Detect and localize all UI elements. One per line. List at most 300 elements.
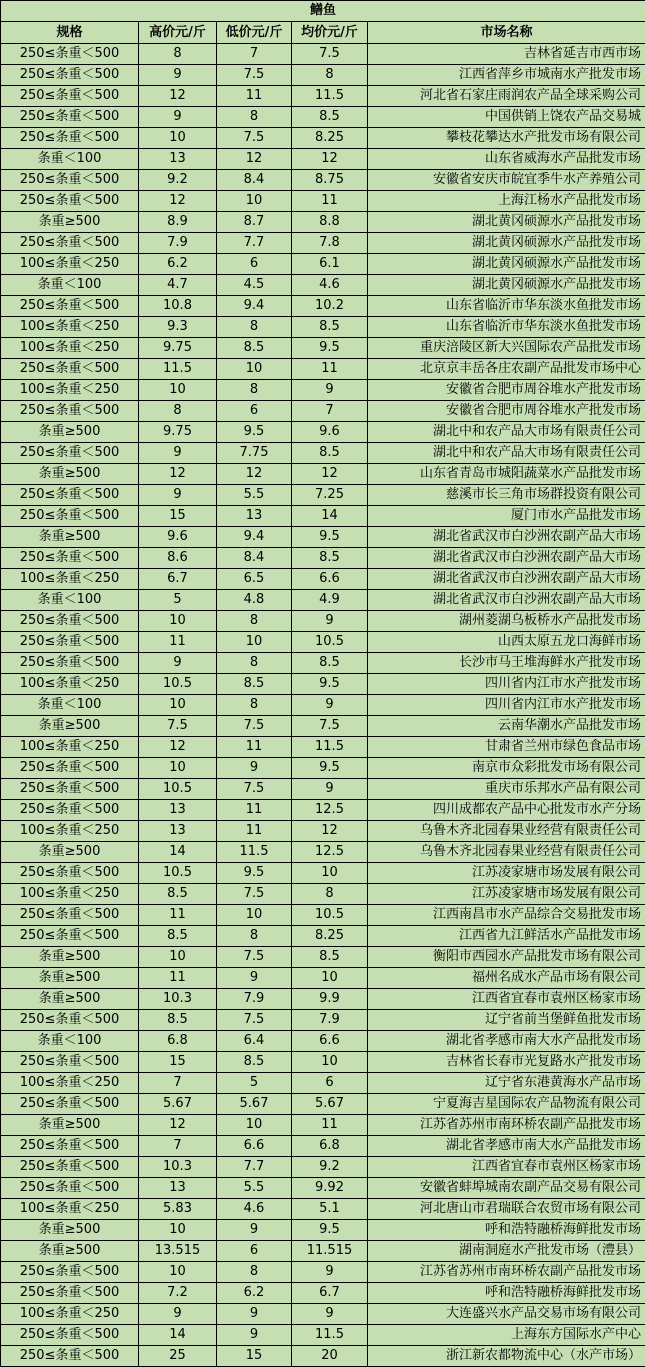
table-row <box>1 1199 645 1220</box>
table-row <box>1 1052 645 1073</box>
cell-low-price: 6.4 <box>217 1031 292 1052</box>
cell-avg-price: 11.515 <box>292 1241 368 1262</box>
cell-low-price: 7.5 <box>217 128 292 149</box>
table-row <box>1 506 645 527</box>
cell-high-price: 12 <box>139 1115 217 1136</box>
cell-market: 大连盛兴水产品交易市场有限公司 <box>368 1304 645 1325</box>
cell-low-price: 5 <box>217 1073 292 1094</box>
cell-low-price: 9.5 <box>217 863 292 884</box>
table-row <box>1 1283 645 1304</box>
cell-avg-price: 11 <box>292 359 368 380</box>
cell-market: 江西省九江鲜活水产品批发市场 <box>368 926 645 947</box>
cell-high-price: 15 <box>139 506 217 527</box>
cell-spec: 250≤条重＜500 <box>1 1136 139 1157</box>
table-row <box>1 170 645 191</box>
cell-market: 江苏凌家塘市场发展有限公司 <box>368 863 645 884</box>
cell-market: 山东省青岛市城阳蔬菜水产品批发市场 <box>368 464 645 485</box>
cell-market: 浙江新农都物流中心（水产市场） <box>368 1346 645 1367</box>
cell-avg-price: 9.5 <box>292 674 368 695</box>
cell-low-price: 8 <box>217 317 292 338</box>
cell-spec: 250≤条重＜500 <box>1 1178 139 1199</box>
cell-market: 重庆市乐邦水产品有限公司 <box>368 779 645 800</box>
cell-spec: 250≤条重＜500 <box>1 44 139 65</box>
cell-market: 攀枝花攀达水产批发市场有限公司 <box>368 128 645 149</box>
cell-spec: 250≤条重＜500 <box>1 170 139 191</box>
table-row <box>1 737 645 758</box>
cell-high-price: 15 <box>139 1052 217 1073</box>
table-row <box>1 1346 645 1367</box>
cell-avg-price: 6.7 <box>292 1283 368 1304</box>
cell-low-price: 7 <box>217 44 292 65</box>
table-title: 鳝鱼 <box>1 1 645 22</box>
cell-spec: 条重≥500 <box>1 527 139 548</box>
cell-market: 湖北省孝感市南大水产品批发市场 <box>368 1136 645 1157</box>
cell-avg-price: 10.5 <box>292 632 368 653</box>
cell-high-price: 9.75 <box>139 422 217 443</box>
cell-avg-price: 7.9 <box>292 1010 368 1031</box>
cell-high-price: 25 <box>139 1346 217 1367</box>
cell-high-price: 10 <box>139 611 217 632</box>
table-body <box>1 44 645 1367</box>
cell-avg-price: 8 <box>292 65 368 86</box>
cell-avg-price: 10 <box>292 1052 368 1073</box>
cell-avg-price: 12 <box>292 464 368 485</box>
cell-spec: 条重≥500 <box>1 968 139 989</box>
cell-high-price: 12 <box>139 86 217 107</box>
cell-spec: 条重≥500 <box>1 1115 139 1136</box>
cell-avg-price: 12 <box>292 821 368 842</box>
cell-spec: 250≤条重＜500 <box>1 1325 139 1346</box>
cell-market: 湖北中和农产品大市场有限责任公司 <box>368 422 645 443</box>
table-row <box>1 653 645 674</box>
cell-avg-price: 7.5 <box>292 716 368 737</box>
table-row <box>1 1010 645 1031</box>
table-row <box>1 548 645 569</box>
cell-high-price: 8 <box>139 401 217 422</box>
cell-high-price: 6.8 <box>139 1031 217 1052</box>
table-row <box>1 842 645 863</box>
cell-spec: 250≤条重＜500 <box>1 926 139 947</box>
cell-market: 山东省临沂市华东淡水鱼批发市场 <box>368 296 645 317</box>
table-row <box>1 632 645 653</box>
cell-low-price: 8.4 <box>217 548 292 569</box>
cell-market: 吉林省延吉市西市场 <box>368 44 645 65</box>
column-header-high-price: 高价元/斤 <box>139 22 217 44</box>
cell-market: 江西省萍乡市城南水产批发市场 <box>368 65 645 86</box>
table-row <box>1 1262 645 1283</box>
cell-avg-price: 9 <box>292 1304 368 1325</box>
cell-spec: 250≤条重＜500 <box>1 485 139 506</box>
cell-spec: 250≤条重＜500 <box>1 1010 139 1031</box>
cell-avg-price: 11.5 <box>292 86 368 107</box>
table-row <box>1 947 645 968</box>
cell-market: 江苏省苏州市南环桥农副产品批发市场 <box>368 1262 645 1283</box>
table-row <box>1 758 645 779</box>
table-row <box>1 800 645 821</box>
table-row <box>1 338 645 359</box>
cell-market: 安徽省合肥市周谷堆水产批发市场 <box>368 380 645 401</box>
cell-low-price: 8 <box>217 380 292 401</box>
cell-high-price: 13 <box>139 149 217 170</box>
cell-spec: 条重≥500 <box>1 212 139 233</box>
cell-spec: 100≤条重＜250 <box>1 569 139 590</box>
cell-spec: 条重＜100 <box>1 275 139 296</box>
table-row <box>1 674 645 695</box>
cell-spec: 100≤条重＜250 <box>1 254 139 275</box>
cell-low-price: 10 <box>217 632 292 653</box>
cell-avg-price: 20 <box>292 1346 368 1367</box>
table-row <box>1 65 645 86</box>
cell-spec: 250≤条重＜500 <box>1 632 139 653</box>
cell-low-price: 5.5 <box>217 1178 292 1199</box>
cell-spec: 条重＜100 <box>1 695 139 716</box>
cell-market: 安徽省蚌埠城南农副产品交易有限公司 <box>368 1178 645 1199</box>
cell-low-price: 8 <box>217 1262 292 1283</box>
cell-low-price: 7.5 <box>217 65 292 86</box>
cell-low-price: 11 <box>217 821 292 842</box>
cell-avg-price: 6.1 <box>292 254 368 275</box>
cell-low-price: 12 <box>217 149 292 170</box>
cell-high-price: 9 <box>139 653 217 674</box>
cell-high-price: 10 <box>139 1220 217 1241</box>
cell-market: 厦门市水产品批发市场 <box>368 506 645 527</box>
cell-spec: 250≤条重＜500 <box>1 86 139 107</box>
cell-spec: 250≤条重＜500 <box>1 611 139 632</box>
table-row <box>1 1094 645 1115</box>
cell-market: 江西省宜春市袁州区杨家市场 <box>368 989 645 1010</box>
cell-high-price: 9.3 <box>139 317 217 338</box>
cell-avg-price: 9 <box>292 1262 368 1283</box>
column-header-market: 市场名称 <box>368 22 645 44</box>
cell-high-price: 10.5 <box>139 863 217 884</box>
cell-low-price: 7.7 <box>217 1157 292 1178</box>
cell-avg-price: 11.5 <box>292 1325 368 1346</box>
cell-low-price: 8 <box>217 611 292 632</box>
cell-spec: 250≤条重＜500 <box>1 758 139 779</box>
table-row <box>1 128 645 149</box>
cell-market: 中国供销上饶农产品交易城 <box>368 107 645 128</box>
cell-spec: 100≤条重＜250 <box>1 1073 139 1094</box>
cell-spec: 250≤条重＜500 <box>1 1283 139 1304</box>
table-row <box>1 107 645 128</box>
cell-avg-price: 12.5 <box>292 842 368 863</box>
cell-market: 乌鲁木齐北园春果业经营有限责任公司 <box>368 842 645 863</box>
cell-avg-price: 9.5 <box>292 527 368 548</box>
cell-low-price: 11.5 <box>217 842 292 863</box>
table-row <box>1 485 645 506</box>
cell-high-price: 10 <box>139 380 217 401</box>
cell-market: 湖北省武汉市白沙洲农副产品大市场 <box>368 569 645 590</box>
cell-spec: 250≤条重＜500 <box>1 1346 139 1367</box>
table-row <box>1 1220 645 1241</box>
cell-avg-price: 10.5 <box>292 905 368 926</box>
cell-low-price: 5.67 <box>217 1094 292 1115</box>
cell-avg-price: 8.75 <box>292 170 368 191</box>
cell-high-price: 10 <box>139 758 217 779</box>
cell-market: 湖北黄冈硕源水产品批发市场 <box>368 212 645 233</box>
cell-avg-price: 8.5 <box>292 548 368 569</box>
cell-low-price: 9 <box>217 1325 292 1346</box>
cell-spec: 250≤条重＜500 <box>1 506 139 527</box>
table-row <box>1 317 645 338</box>
cell-spec: 100≤条重＜250 <box>1 380 139 401</box>
cell-avg-price: 8.5 <box>292 653 368 674</box>
cell-high-price: 9 <box>139 107 217 128</box>
cell-avg-price: 7 <box>292 401 368 422</box>
cell-market: 吉林省长春市光复路水产批发市场 <box>368 1052 645 1073</box>
cell-market: 辽宁省前当堡鲜鱼批发市场 <box>368 1010 645 1031</box>
cell-high-price: 11 <box>139 968 217 989</box>
cell-avg-price: 8.5 <box>292 947 368 968</box>
cell-low-price: 8.5 <box>217 674 292 695</box>
cell-spec: 条重＜100 <box>1 149 139 170</box>
cell-low-price: 8 <box>217 695 292 716</box>
cell-low-price: 11 <box>217 737 292 758</box>
cell-low-price: 13 <box>217 506 292 527</box>
cell-spec: 250≤条重＜500 <box>1 359 139 380</box>
cell-low-price: 4.8 <box>217 590 292 611</box>
cell-high-price: 8.5 <box>139 1010 217 1031</box>
cell-spec: 250≤条重＜500 <box>1 296 139 317</box>
cell-low-price: 9.5 <box>217 422 292 443</box>
cell-low-price: 6 <box>217 1241 292 1262</box>
table-row <box>1 611 645 632</box>
table-row <box>1 590 645 611</box>
cell-market: 慈溪市长三角市场群投资有限公司 <box>368 485 645 506</box>
cell-high-price: 13.515 <box>139 1241 217 1262</box>
cell-spec: 250≤条重＜500 <box>1 1094 139 1115</box>
cell-avg-price: 7.25 <box>292 485 368 506</box>
cell-avg-price: 10 <box>292 863 368 884</box>
cell-spec: 250≤条重＜500 <box>1 1157 139 1178</box>
cell-spec: 250≤条重＜500 <box>1 191 139 212</box>
cell-avg-price: 6 <box>292 1073 368 1094</box>
cell-low-price: 5.5 <box>217 485 292 506</box>
cell-avg-price: 9.2 <box>292 1157 368 1178</box>
cell-market: 河北省石家庄雨润农产品全球采购公司 <box>368 86 645 107</box>
cell-spec: 条重＜100 <box>1 590 139 611</box>
table-row <box>1 821 645 842</box>
cell-low-price: 8.5 <box>217 338 292 359</box>
cell-market: 湖北省武汉市白沙洲农副产品大市场 <box>368 590 645 611</box>
cell-avg-price: 9.5 <box>292 1220 368 1241</box>
column-header-low-price: 低价元/斤 <box>217 22 292 44</box>
cell-high-price: 10.3 <box>139 989 217 1010</box>
cell-market: 呼和浩特融桥海鲜批发市场 <box>368 1220 645 1241</box>
cell-high-price: 6.7 <box>139 569 217 590</box>
cell-spec: 条重≥500 <box>1 716 139 737</box>
table-row <box>1 233 645 254</box>
cell-high-price: 6.2 <box>139 254 217 275</box>
cell-high-price: 5 <box>139 590 217 611</box>
cell-spec: 条重≥500 <box>1 842 139 863</box>
cell-market: 河北唐山市君瑞联合农贸市场有限公司 <box>368 1199 645 1220</box>
cell-market: 山东省威海水产品批发市场 <box>368 149 645 170</box>
cell-low-price: 9 <box>217 968 292 989</box>
cell-market: 湖北黄冈硕源水产品批发市场 <box>368 275 645 296</box>
cell-spec: 100≤条重＜250 <box>1 317 139 338</box>
cell-high-price: 10 <box>139 947 217 968</box>
cell-high-price: 9.6 <box>139 527 217 548</box>
cell-high-price: 9 <box>139 65 217 86</box>
cell-avg-price: 14 <box>292 506 368 527</box>
cell-high-price: 7 <box>139 1136 217 1157</box>
cell-low-price: 7.75 <box>217 443 292 464</box>
table-row <box>1 1115 645 1136</box>
cell-market: 南京市众彩批发市场有限公司 <box>368 758 645 779</box>
column-header-avg-price: 均价元/斤 <box>292 22 368 44</box>
cell-low-price: 7.5 <box>217 884 292 905</box>
cell-high-price: 8.6 <box>139 548 217 569</box>
cell-market: 北京京丰岳各庄农副产品批发市场中心 <box>368 359 645 380</box>
cell-low-price: 8.4 <box>217 170 292 191</box>
cell-market: 云南华潮水产品批发市场 <box>368 716 645 737</box>
cell-avg-price: 7.8 <box>292 233 368 254</box>
cell-high-price: 11.5 <box>139 359 217 380</box>
cell-avg-price: 9.92 <box>292 1178 368 1199</box>
cell-low-price: 8.7 <box>217 212 292 233</box>
table-row <box>1 464 645 485</box>
cell-spec: 250≤条重＜500 <box>1 800 139 821</box>
cell-low-price: 7.5 <box>217 716 292 737</box>
cell-spec: 250≤条重＜500 <box>1 65 139 86</box>
table-row <box>1 989 645 1010</box>
cell-low-price: 9.4 <box>217 296 292 317</box>
cell-market: 辽宁省东港黄海水产品市场 <box>368 1073 645 1094</box>
cell-low-price: 6.5 <box>217 569 292 590</box>
table-row <box>1 1031 645 1052</box>
cell-spec: 250≤条重＜500 <box>1 1052 139 1073</box>
cell-low-price: 8 <box>217 653 292 674</box>
cell-avg-price: 9.5 <box>292 338 368 359</box>
cell-avg-price: 8 <box>292 884 368 905</box>
cell-spec: 100≤条重＜250 <box>1 884 139 905</box>
cell-market: 山东省临沂市华东淡水鱼批发市场 <box>368 317 645 338</box>
table-row <box>1 212 645 233</box>
cell-spec: 250≤条重＜500 <box>1 401 139 422</box>
cell-market: 四川省内江市水产批发市场 <box>368 674 645 695</box>
cell-low-price: 9 <box>217 1220 292 1241</box>
cell-avg-price: 9 <box>292 380 368 401</box>
table-row <box>1 695 645 716</box>
cell-high-price: 14 <box>139 1325 217 1346</box>
table-row <box>1 296 645 317</box>
cell-market: 湖北黄冈硕源水产品批发市场 <box>368 233 645 254</box>
cell-spec: 250≤条重＜500 <box>1 443 139 464</box>
cell-market: 江苏凌家塘市场发展有限公司 <box>368 884 645 905</box>
cell-high-price: 10.5 <box>139 779 217 800</box>
cell-low-price: 7.5 <box>217 947 292 968</box>
cell-avg-price: 4.6 <box>292 275 368 296</box>
cell-avg-price: 11.5 <box>292 737 368 758</box>
cell-low-price: 11 <box>217 86 292 107</box>
cell-spec: 100≤条重＜250 <box>1 737 139 758</box>
cell-low-price: 10 <box>217 1115 292 1136</box>
cell-high-price: 9.75 <box>139 338 217 359</box>
cell-high-price: 7.2 <box>139 1283 217 1304</box>
cell-avg-price: 9 <box>292 695 368 716</box>
cell-spec: 条重＜100 <box>1 1031 139 1052</box>
cell-avg-price: 11 <box>292 1115 368 1136</box>
table-row <box>1 359 645 380</box>
cell-spec: 100≤条重＜250 <box>1 338 139 359</box>
table-row <box>1 1136 645 1157</box>
cell-high-price: 11 <box>139 905 217 926</box>
cell-high-price: 10 <box>139 1262 217 1283</box>
cell-high-price: 10 <box>139 695 217 716</box>
cell-high-price: 5.67 <box>139 1094 217 1115</box>
cell-market: 湖北中和农产品大市场有限责任公司 <box>368 443 645 464</box>
cell-market: 安徽省安庆市皖宜季牛水产养殖公司 <box>368 170 645 191</box>
cell-spec: 250≤条重＜500 <box>1 653 139 674</box>
cell-spec: 250≤条重＜500 <box>1 107 139 128</box>
table-row <box>1 779 645 800</box>
cell-avg-price: 6.8 <box>292 1136 368 1157</box>
table-row <box>1 884 645 905</box>
cell-avg-price: 12.5 <box>292 800 368 821</box>
cell-market: 山西太原五龙口海鲜市场 <box>368 632 645 653</box>
cell-high-price: 10.5 <box>139 674 217 695</box>
cell-spec: 100≤条重＜250 <box>1 1304 139 1325</box>
cell-avg-price: 9 <box>292 779 368 800</box>
cell-low-price: 7.5 <box>217 779 292 800</box>
cell-low-price: 9.4 <box>217 527 292 548</box>
cell-spec: 250≤条重＜500 <box>1 233 139 254</box>
cell-market: 四川省内江市水产批发市场 <box>368 695 645 716</box>
cell-avg-price: 10 <box>292 968 368 989</box>
cell-low-price: 6 <box>217 401 292 422</box>
cell-market: 长沙市马王堆海鲜水产批发市场 <box>368 653 645 674</box>
column-header-spec: 规格 <box>1 22 139 44</box>
cell-avg-price: 9.9 <box>292 989 368 1010</box>
cell-high-price: 10.8 <box>139 296 217 317</box>
cell-high-price: 12 <box>139 464 217 485</box>
cell-market: 乌鲁木齐北园春果业经营有限责任公司 <box>368 821 645 842</box>
cell-high-price: 8.5 <box>139 884 217 905</box>
table-row <box>1 905 645 926</box>
cell-high-price: 7.5 <box>139 716 217 737</box>
table-row <box>1 44 645 65</box>
cell-avg-price: 7.5 <box>292 44 368 65</box>
table-row <box>1 1073 645 1094</box>
table-row <box>1 1304 645 1325</box>
cell-market: 湖北省武汉市白沙洲农副产品大市场 <box>368 548 645 569</box>
cell-avg-price: 5.1 <box>292 1199 368 1220</box>
cell-market: 湖北黄冈硕源水产品批发市场 <box>368 254 645 275</box>
cell-market: 上海东方国际水产中心 <box>368 1325 645 1346</box>
cell-market: 呼和浩特融桥海鲜批发市场 <box>368 1283 645 1304</box>
cell-high-price: 12 <box>139 737 217 758</box>
cell-spec: 条重≥500 <box>1 422 139 443</box>
cell-low-price: 9 <box>217 758 292 779</box>
cell-spec: 250≤条重＜500 <box>1 548 139 569</box>
cell-avg-price: 6.6 <box>292 569 368 590</box>
cell-market: 重庆涪陵区新大兴国际农产品批发市场 <box>368 338 645 359</box>
cell-spec: 250≤条重＜500 <box>1 905 139 926</box>
cell-market: 江苏省苏州市南环桥农副产品批发市场 <box>368 1115 645 1136</box>
cell-high-price: 11 <box>139 632 217 653</box>
table-row <box>1 569 645 590</box>
cell-low-price: 11 <box>217 800 292 821</box>
cell-market: 湖北省武汉市白沙洲农副产品大市场 <box>368 527 645 548</box>
cell-avg-price: 8.5 <box>292 443 368 464</box>
table-row <box>1 275 645 296</box>
table-row <box>1 401 645 422</box>
cell-low-price: 10 <box>217 905 292 926</box>
cell-low-price: 10 <box>217 191 292 212</box>
cell-low-price: 7.9 <box>217 989 292 1010</box>
cell-high-price: 10.3 <box>139 1157 217 1178</box>
